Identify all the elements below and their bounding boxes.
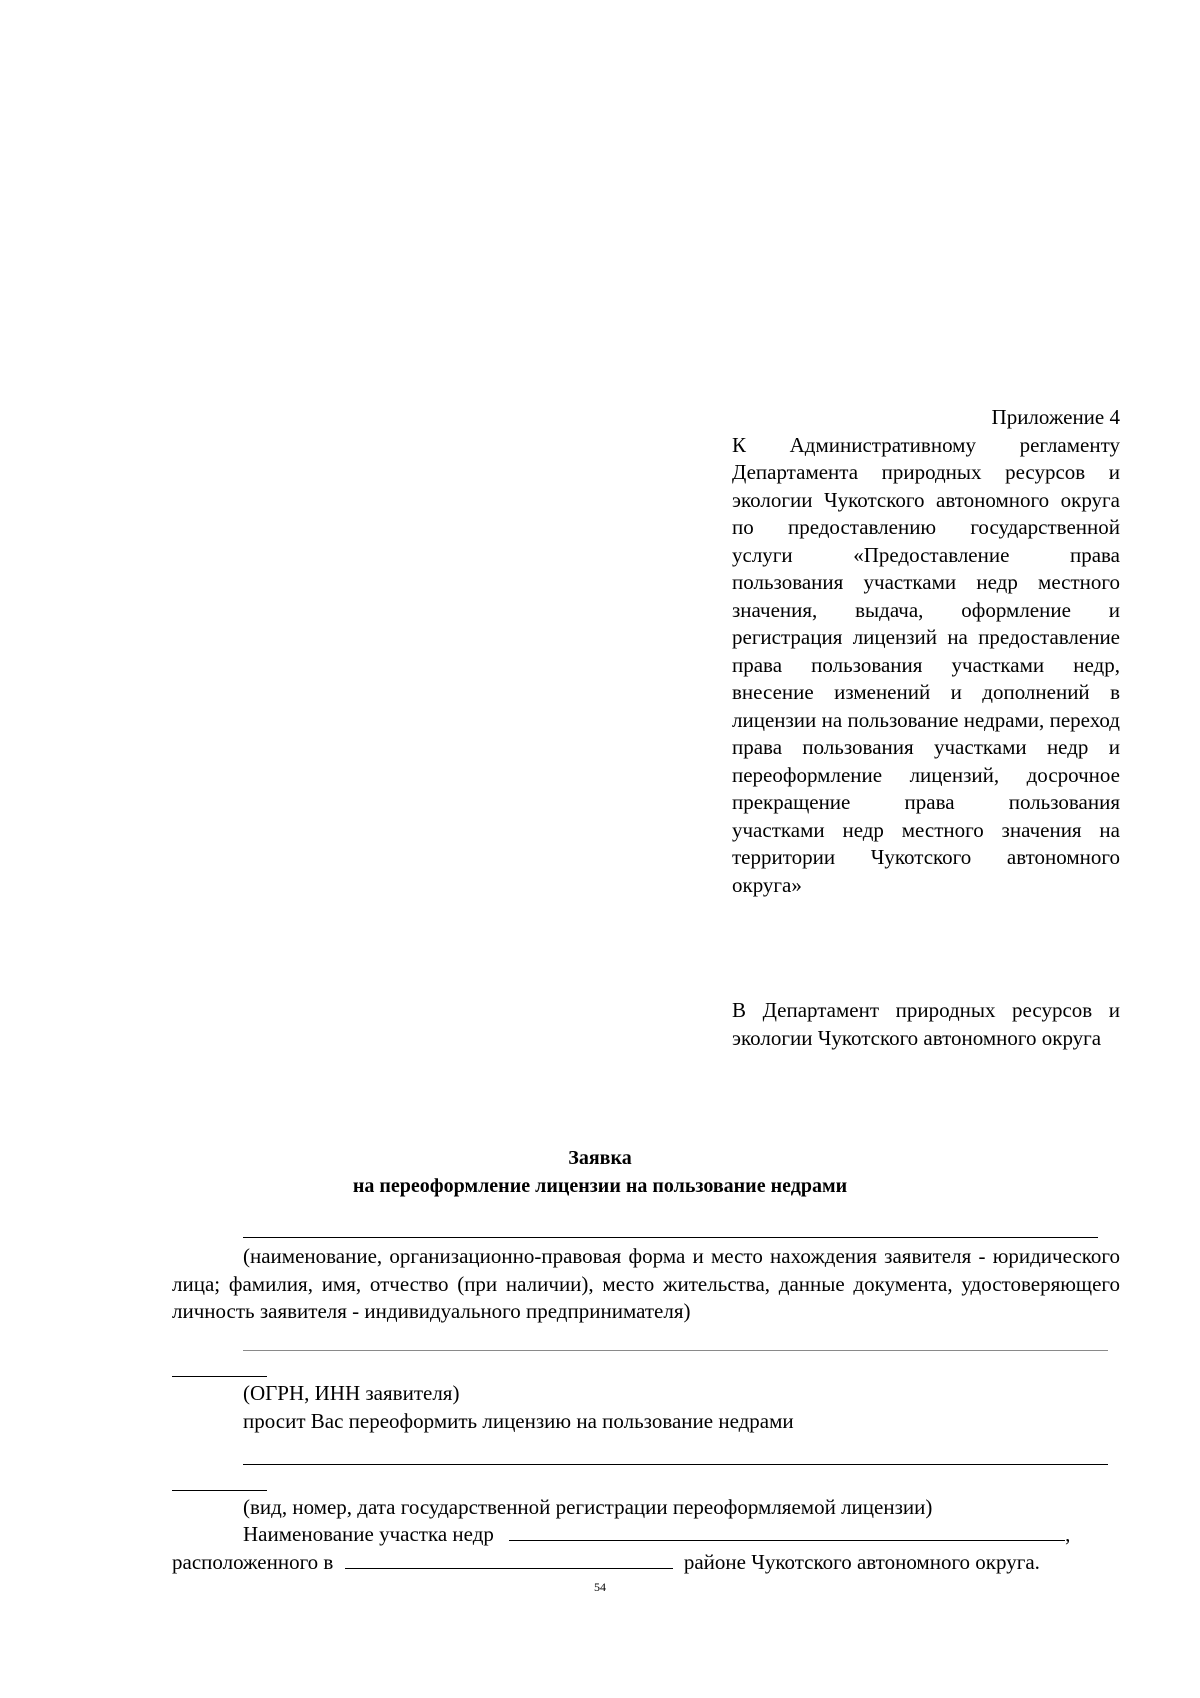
located-label: расположенного в xyxy=(172,1550,334,1574)
annex-text: К Административному регламенту Департамента природных ресурсов и экологии Чукотского автономного округа по предоставлению государственной услуги «Предоставление права пользования участками недр местного значения, выдача, оформление и регистрация лицензий на предоставление права пользования участками недр, внесение изменений и дополнений в лицензии на пользование недрами, переход права пользования участками недр и переоформление лицензий, досрочное прекращение права пользования участками недр местного значения на территории Чукотского автономного округа» xyxy=(732,432,1120,897)
request-text: просит Вас переоформить лицензию на пользование недрами xyxy=(243,1409,794,1433)
title-line-2: на переоформление лицензии на пользование недрами xyxy=(352,1175,848,1197)
title-line-1: Заявка xyxy=(568,1147,632,1169)
located-suffix: районе Чукотского автономного округа. xyxy=(683,1550,1040,1574)
location-row xyxy=(172,1549,1122,1577)
license-line xyxy=(243,1464,1108,1465)
license-line-short xyxy=(172,1490,267,1491)
ogrn-caption: (ОГРН, ИНН заявителя) xyxy=(243,1381,460,1405)
applicant-name-line xyxy=(243,1237,1098,1238)
site-name-blank[interactable] xyxy=(509,1522,1065,1541)
site-name-comma: , xyxy=(1065,1522,1071,1546)
annex-block xyxy=(732,404,1120,899)
license-caption: (вид, номер, дата государственной регистрации переоформляемой лицензии) xyxy=(243,1495,933,1519)
document-title xyxy=(0,1144,1200,1200)
page-number: 54 xyxy=(594,1580,606,1594)
annex-label: Приложение 4 xyxy=(991,405,1120,429)
ogrn-line-short xyxy=(172,1376,267,1377)
addressee: В Департамент природных ресурсов и экологии Чукотского автономного округа xyxy=(732,998,1120,1050)
site-name-label: Наименование участка недр xyxy=(243,1522,494,1546)
district-blank[interactable] xyxy=(345,1550,673,1569)
site-name-row xyxy=(243,1521,1123,1549)
applicant-caption: (наименование, организационно-правовая форма и место нахождения заявителя - юридического лица; фамилия, имя, отчество (при наличии), место жительства, данные документа, удостоверяющего личность заявителя - индивидуального предпринимателя) xyxy=(172,1244,1120,1323)
ogrn-line xyxy=(243,1350,1108,1351)
